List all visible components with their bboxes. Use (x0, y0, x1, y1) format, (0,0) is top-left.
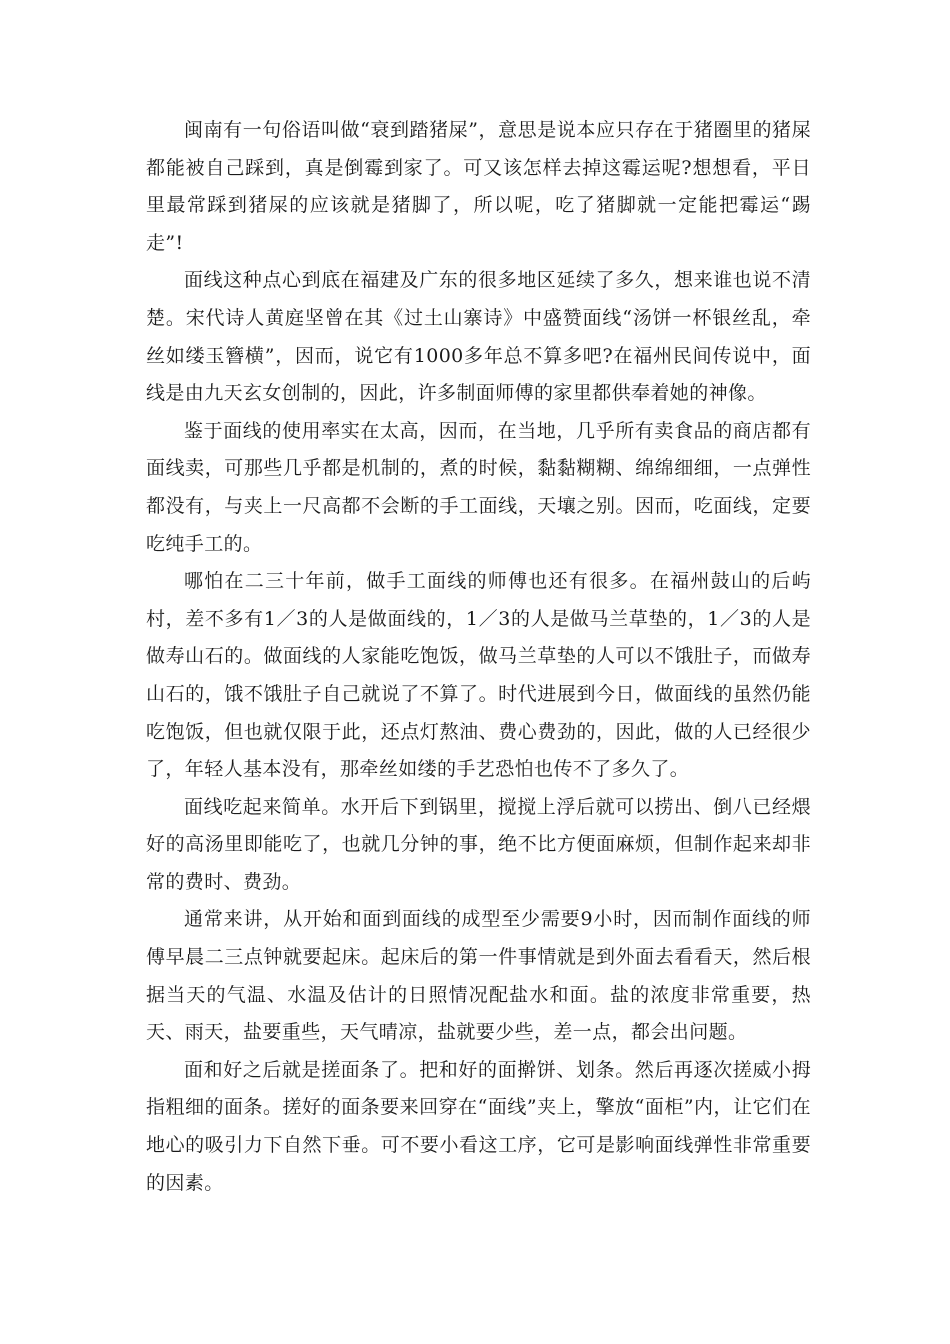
paragraph-4: 哪怕在二三十年前，做手工面线的师傅也还有很多。在福州鼓山的后屿村，差不多有1／3的人是做面线的，1／3的人是做马兰草垫的，1／3的人是做寿山石的。做面线的人家能吃饱饭，做马兰草垫的人可以不饿肚子，而做寿山石的，饿不饿肚子自己就说了不算了。时代进展到今日，做面线的虽然仍能吃饱饭，但也就仅限于此，还点灯熬油、费心费劲的，因此，做的人已经很少了，年轻人基本没有，那牵丝如缕的手艺恐怕也传不了多久了。 (146, 570, 811, 781)
paragraph-3: 鉴于面线的使用率实在太高，因而，在当地，几乎所有卖食品的商店都有面线卖，可那些几乎都是机制的，煮的时候，黏黏糊糊、绵绵细细，一点弹性都没有，与夹上一尺高都不会断的手工面线，天壤之别。因而，吃面线，定要吃纯手工的。 (146, 419, 811, 555)
document-body (146, 112, 811, 1202)
paragraph-6: 通常来讲，从开始和面到面线的成型至少需要9小时，因而制作面线的师傅早晨二三点钟就要起床。起床后的第一件事情就是到外面去看看天，然后根据当天的气温、水温及估计的日照情况配盐水和面。盐的浓度非常重要，热天、雨天，盐要重些，天气晴凉，盐就要少些，差一点，都会出问题。 (146, 908, 811, 1044)
paragraph-5: 面线吃起来简单。水开后下到锅里，搅搅上浮后就可以捞出、倒八已经煨好的高汤里即能吃了，也就几分钟的事，绝不比方便面麻烦，但制作起来却非常的费时、费劲。 (146, 795, 811, 893)
paragraph-2: 面线这种点心到底在福建及广东的很多地区延续了多久，想来谁也说不清楚。宋代诗人黄庭坚曾在其《过土山寨诗》中盛赞面线“汤饼一杯银丝乱，牵丝如缕玉簪横”，因而，说它有1000多年总不算多吧?在福州民间传说中，面线是由九天玄女创制的，因此，许多制面师傅的家里都供奉着她的神像。 (146, 269, 811, 405)
paragraph-1: 闽南有一句俗语叫做“衰到踏猪屎”，意思是说本应只存在于猪圈里的猪屎都能被自己踩到，真是倒霉到家了。可又该怎样去掉这霉运呢?想想看，平日里最常踩到猪屎的应该就是猪脚了，所以呢，吃了猪脚就一定能把霉运“踢走”! (146, 119, 811, 254)
paragraph-7: 面和好之后就是搓面条了。把和好的面擀饼、划条。然后再逐次搓威小拇指粗细的面条。搓好的面条要来回穿在“面线”夹上，擎放“面柜”内，让它们在地心的吸引力下自然下垂。可不要小看这工序，它可是影响面线弹性非常重要的因素。 (146, 1058, 811, 1194)
